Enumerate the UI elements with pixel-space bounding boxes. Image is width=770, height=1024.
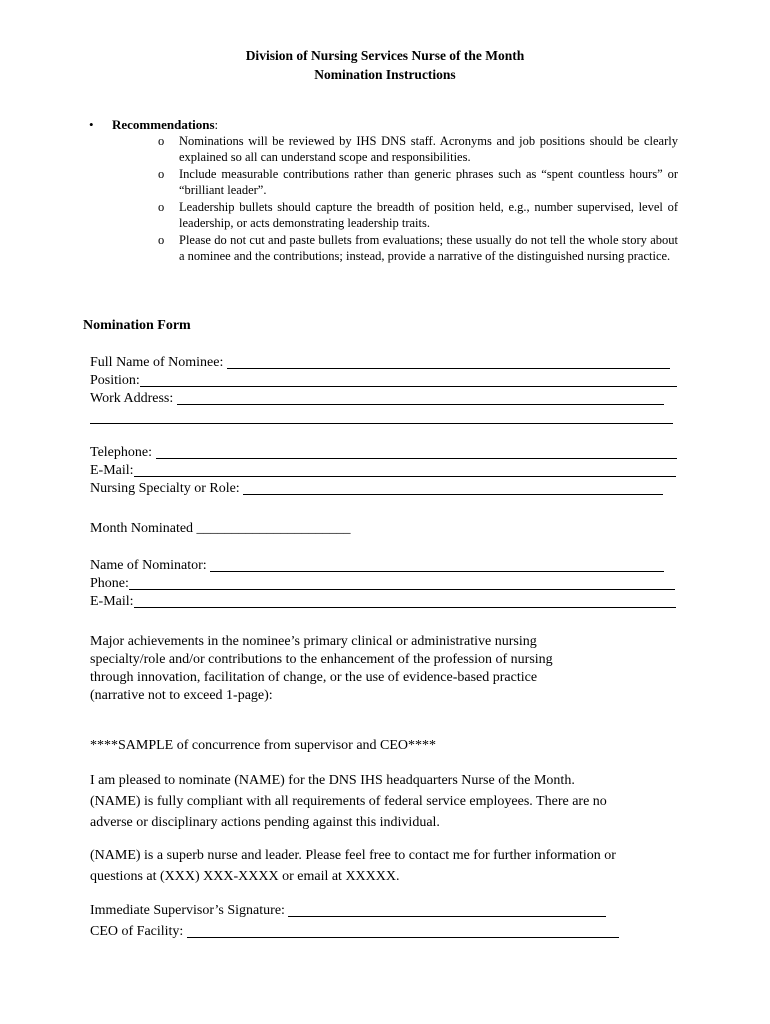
full-name-field [90, 353, 670, 371]
document-subtitle: Nomination Instructions [314, 67, 456, 82]
circle-bullet-icon: o [158, 134, 165, 148]
recommendation-text: Please do not cut and paste bullets from evaluations; these usually do not tell the whole story about a nominee and the contributions; instead, provide a narrative of the distinguished nursing practice. [179, 233, 678, 264]
phone-field [90, 574, 675, 592]
email-input[interactable] [134, 462, 676, 477]
sample-paragraph-1: I am pleased to nominate (NAME) for the DNS IHS headquarters Nurse of the Month. (NAME) is fully compliant with all requirements of federal service employees. There are no adverse or disciplinary actions pending against this individual. [90, 773, 607, 830]
recommendation-text: Leadership bullets should capture the breadth of position held, e.g., number supervised, level of leadership, or acts demonstrating leadership traits. [179, 200, 678, 231]
work-address-input[interactable] [177, 390, 664, 405]
supervisor-signature-input[interactable] [288, 902, 606, 917]
bullet-icon: • [89, 117, 94, 132]
telephone-field [90, 443, 677, 461]
work-address-field [90, 389, 664, 407]
specialty-input[interactable] [243, 480, 663, 495]
phone-label: Phone: [90, 576, 129, 591]
work-address-input-line2[interactable] [90, 423, 673, 424]
work-address-label: Work Address: [90, 391, 177, 406]
phone-input[interactable] [129, 575, 675, 590]
email-field [90, 461, 676, 479]
position-label: Position: [90, 373, 140, 388]
recommendation-item [158, 133, 678, 166]
sample-heading: ****SAMPLE of concurrence from supervisor and CEO**** [90, 738, 437, 753]
position-field [90, 371, 677, 389]
circle-bullet-icon: o [158, 200, 165, 214]
document-title: Division of Nursing Services Nurse of the Month [245, 48, 525, 63]
full-name-input[interactable] [227, 354, 670, 369]
circle-bullet-icon: o [158, 167, 165, 181]
telephone-input[interactable] [156, 444, 677, 459]
achievements-text: Major achievements in the nominee’s primary clinical or administrative nursing specialty/role and/or contributions to the enhancement of the profession of nursing through innovation, facilitation of change, or the use of evidence-based practice (narrative not to exceed 1-page): [90, 634, 553, 703]
recommendations-heading: Recommendations: [112, 117, 219, 132]
nominator-field [90, 556, 664, 574]
circle-bullet-icon: o [158, 233, 165, 247]
sample-paragraph-2: (NAME) is a superb nurse and leader. Please feel free to contact me for further information or questions at (XXX) XXX-XXXX or email at XXXXX. [90, 848, 616, 884]
nominator-label: Name of Nominator: [90, 558, 211, 573]
telephone-label: Telephone: [90, 445, 156, 460]
recommendation-item [158, 199, 678, 232]
recommendation-text: Include measurable contributions rather than generic phrases such as “spent countless hours” or “brilliant leader”. [179, 167, 678, 198]
nomination-form-heading: Nomination Form [83, 318, 191, 333]
supervisor-signature-field [90, 901, 606, 919]
email2-input[interactable] [134, 593, 676, 608]
recommendation-text: Nominations will be reviewed by IHS DNS staff. Acronyms and job positions should be clearly explained so all can understand scope and responsibilities. [179, 134, 678, 165]
nominator-input[interactable] [210, 557, 664, 572]
month-nominated-label[interactable]: Month Nominated ______________________ [90, 521, 351, 536]
position-input[interactable] [140, 372, 677, 387]
ceo-label: CEO of Facility: [90, 924, 187, 939]
ceo-field [90, 922, 619, 940]
recommendation-item [158, 232, 678, 265]
email-label: E-Mail: [90, 463, 134, 478]
recommendation-item [158, 166, 678, 199]
ceo-input[interactable] [187, 923, 619, 938]
specialty-label: Nursing Specialty or Role: [90, 481, 244, 496]
email2-field [90, 592, 676, 610]
month-nominated-field [90, 519, 351, 537]
email2-label: E-Mail: [90, 594, 134, 609]
supervisor-signature-label: Immediate Supervisor’s Signature: [90, 903, 289, 918]
full-name-label: Full Name of Nominee: [90, 355, 227, 370]
specialty-field [90, 479, 663, 497]
